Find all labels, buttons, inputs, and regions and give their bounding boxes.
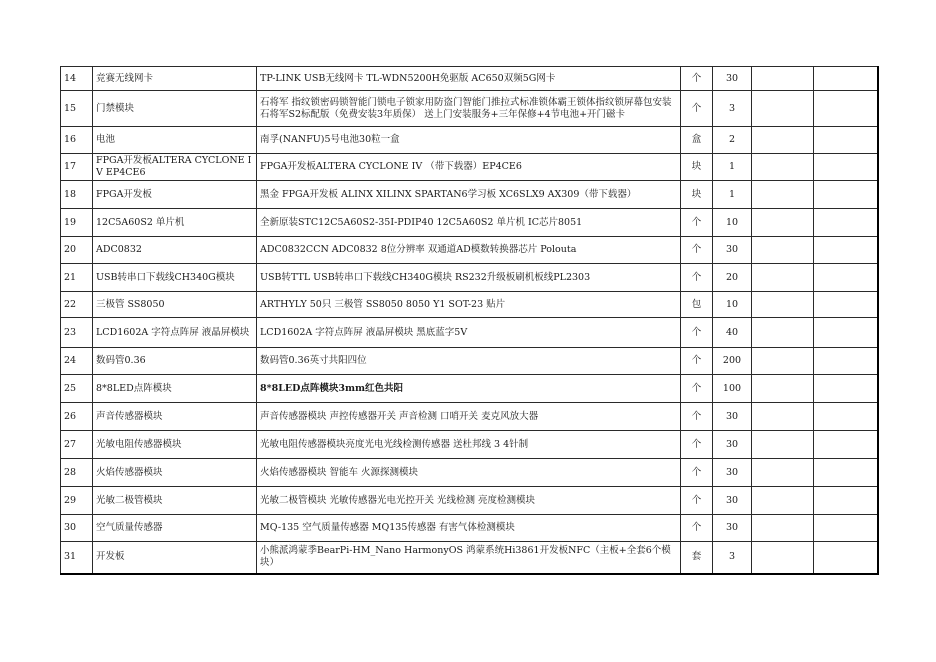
total-cell [814,459,878,487]
item-name-cell: FPGA开发板ALTERA CYCLONE IV EP4CE6 [93,154,257,181]
item-name-cell: 光敏电阻传感器模块 [93,431,257,459]
quantity-cell: 100 [713,375,752,403]
row-number-cell: 22 [61,292,93,318]
quantity-cell: 10 [713,209,752,237]
quantity-cell: 30 [713,67,752,91]
row-number-cell: 15 [61,91,93,127]
unit-cell: 个 [681,209,713,237]
unit-cell: 个 [681,91,713,127]
row-number-cell: 23 [61,318,93,348]
unit-price-cell [752,487,814,515]
quantity-cell: 30 [713,431,752,459]
unit-price-cell [752,91,814,127]
item-spec-cell: ARTHYLY 50只 三极管 SS8050 8050 Y1 SOT-23 贴片 [257,292,681,318]
unit-cell: 个 [681,515,713,542]
item-spec-cell: MQ-135 空气质量传感器 MQ135传感器 有害气体检测模块 [257,515,681,542]
item-name-cell: FPGA开发板 [93,181,257,209]
unit-price-cell [752,403,814,431]
unit-cell: 套 [681,542,713,574]
unit-price-cell [752,209,814,237]
item-spec-cell: 光敏电阻传感器模块亮度光电光线检测传感器 送杜邦线 3 4针制 [257,431,681,459]
row-number-cell: 25 [61,375,93,403]
unit-price-cell [752,515,814,542]
unit-price-cell [752,181,814,209]
table-row [61,67,878,91]
unit-price-cell [752,375,814,403]
item-spec-cell: 光敏二极管模块 光敏传感器光电光控开关 光线检测 亮度检测模块 [257,487,681,515]
unit-cell: 包 [681,292,713,318]
quantity-cell: 2 [713,127,752,154]
item-name-cell: LCD1602A 字符点阵屏 液晶屏模块 [93,318,257,348]
item-spec-cell: 南孚(NANFU)5号电池30粒一盒 [257,127,681,154]
unit-price-cell [752,154,814,181]
quantity-cell: 3 [713,542,752,574]
unit-cell: 个 [681,431,713,459]
total-cell [814,67,878,91]
item-spec-cell: ADC0832CCN ADC0832 8位分辨率 双通道AD模数转换器芯片 Polouta [257,237,681,264]
unit-cell: 块 [681,154,713,181]
item-spec-cell: 数码管0.36英寸共阳四位 [257,348,681,375]
unit-cell: 个 [681,403,713,431]
item-name-cell: 火焰传感器模块 [93,459,257,487]
unit-cell: 个 [681,487,713,515]
table-row [61,318,878,348]
total-cell [814,318,878,348]
item-name-cell: 电池 [93,127,257,154]
quantity-cell: 30 [713,237,752,264]
quantity-cell: 1 [713,154,752,181]
table-row [61,542,878,574]
total-cell [814,403,878,431]
table-row [61,292,878,318]
item-spec-cell: TP-LINK USB无线网卡 TL-WDN5200H免驱版 AC650双频5G网卡 [257,67,681,91]
item-name-cell: 门禁模块 [93,91,257,127]
unit-cell: 个 [681,348,713,375]
quantity-cell: 3 [713,91,752,127]
row-number-cell: 29 [61,487,93,515]
unit-price-cell [752,431,814,459]
table-row [61,127,878,154]
table-row [61,487,878,515]
unit-price-cell [752,318,814,348]
quantity-cell: 1 [713,181,752,209]
item-name-cell: 8*8LED点阵模块 [93,375,257,403]
row-number-cell: 24 [61,348,93,375]
table-row [61,237,878,264]
total-cell [814,515,878,542]
table-row [61,431,878,459]
table-body [61,67,878,574]
item-name-cell: ADC0832 [93,237,257,264]
item-spec-cell: USB转TTL USB转串口下载线CH340G模块 RS232升级板刷机板线PL2303 [257,264,681,292]
unit-price-cell [752,459,814,487]
item-name-cell: 竞赛无线网卡 [93,67,257,91]
total-cell [814,431,878,459]
row-number-cell: 30 [61,515,93,542]
table-row [61,515,878,542]
quantity-cell: 30 [713,459,752,487]
total-cell [814,209,878,237]
total-cell [814,487,878,515]
quantity-cell: 200 [713,348,752,375]
row-number-cell: 14 [61,67,93,91]
unit-price-cell [752,348,814,375]
item-spec-cell: 黑金 FPGA开发板 ALINX XILINX SPARTAN6学习板 XC6SLX9 AX309（带下载器） [257,181,681,209]
item-name-cell: 空气质量传感器 [93,515,257,542]
quantity-cell: 30 [713,515,752,542]
total-cell [814,237,878,264]
unit-cell: 块 [681,181,713,209]
row-number-cell: 26 [61,403,93,431]
unit-price-cell [752,127,814,154]
item-spec-cell: LCD1602A 字符点阵屏 液晶屏模块 黑底蓝字5V [257,318,681,348]
unit-price-cell [752,67,814,91]
item-name-cell: 三极管 SS8050 [93,292,257,318]
row-number-cell: 20 [61,237,93,264]
total-cell [814,264,878,292]
total-cell [814,292,878,318]
table-row [61,348,878,375]
unit-cell: 个 [681,375,713,403]
table-row [61,91,878,127]
unit-cell: 个 [681,67,713,91]
row-number-cell: 19 [61,209,93,237]
item-name-cell: 光敏二极管模块 [93,487,257,515]
total-cell [814,91,878,127]
unit-cell: 个 [681,264,713,292]
row-number-cell: 31 [61,542,93,574]
total-cell [814,542,878,574]
row-number-cell: 17 [61,154,93,181]
item-spec-cell: 声音传感器模块 声控传感器开关 声音检测 口哨开关 麦克风放大器 [257,403,681,431]
table-row [61,375,878,403]
quantity-cell: 20 [713,264,752,292]
row-number-cell: 21 [61,264,93,292]
total-cell [814,375,878,403]
row-number-cell: 27 [61,431,93,459]
item-name-cell: 声音传感器模块 [93,403,257,431]
row-number-cell: 16 [61,127,93,154]
table-row [61,403,878,431]
quantity-cell: 30 [713,487,752,515]
total-cell [814,154,878,181]
table-row [61,154,878,181]
unit-price-cell [752,237,814,264]
item-name-cell: USB转串口下载线CH340G模块 [93,264,257,292]
item-spec-cell: 火焰传感器模块 智能车 火源探测模块 [257,459,681,487]
table-row [61,459,878,487]
unit-cell: 个 [681,459,713,487]
unit-cell: 个 [681,318,713,348]
quantity-cell: 30 [713,403,752,431]
table-row [61,264,878,292]
table-row [61,181,878,209]
quantity-cell: 40 [713,318,752,348]
item-name-cell: 开发板 [93,542,257,574]
item-spec-cell: 石将军 指纹锁密码锁智能门锁电子锁家用防盗门智能门推拉式标准锁体霸王锁体指纹锁屏幕包安装 石将军S2标配版（免费安装3年质保） 送上门安装服务+三年保修+4节电池+开门磁卡 [257,91,681,127]
unit-price-cell [752,542,814,574]
quantity-cell: 10 [713,292,752,318]
total-cell [814,181,878,209]
item-spec-cell: 全新原装STC12C5A60S2-35I-PDIP40 12C5A60S2 单片机 IC芯片8051 [257,209,681,237]
unit-cell: 个 [681,237,713,264]
item-spec-cell: 8*8LED点阵模块3mm红色共阳 [257,375,681,403]
item-spec-cell: FPGA开发板ALTERA CYCLONE IV （带下载器）EP4CE6 [257,154,681,181]
total-cell [814,127,878,154]
row-number-cell: 18 [61,181,93,209]
item-spec-cell: 小熊派鸿蒙季BearPi-HM_Nano HarmonyOS 鸿蒙系统Hi3861开发板NFC（主板+全套6个模块） [257,542,681,574]
unit-price-cell [752,292,814,318]
unit-price-cell [752,264,814,292]
row-number-cell: 28 [61,459,93,487]
total-cell [814,348,878,375]
equipment-list-table [60,66,879,575]
table-row [61,209,878,237]
unit-cell: 盒 [681,127,713,154]
item-name-cell: 数码管0.36 [93,348,257,375]
item-name-cell: 12C5A60S2 单片机 [93,209,257,237]
